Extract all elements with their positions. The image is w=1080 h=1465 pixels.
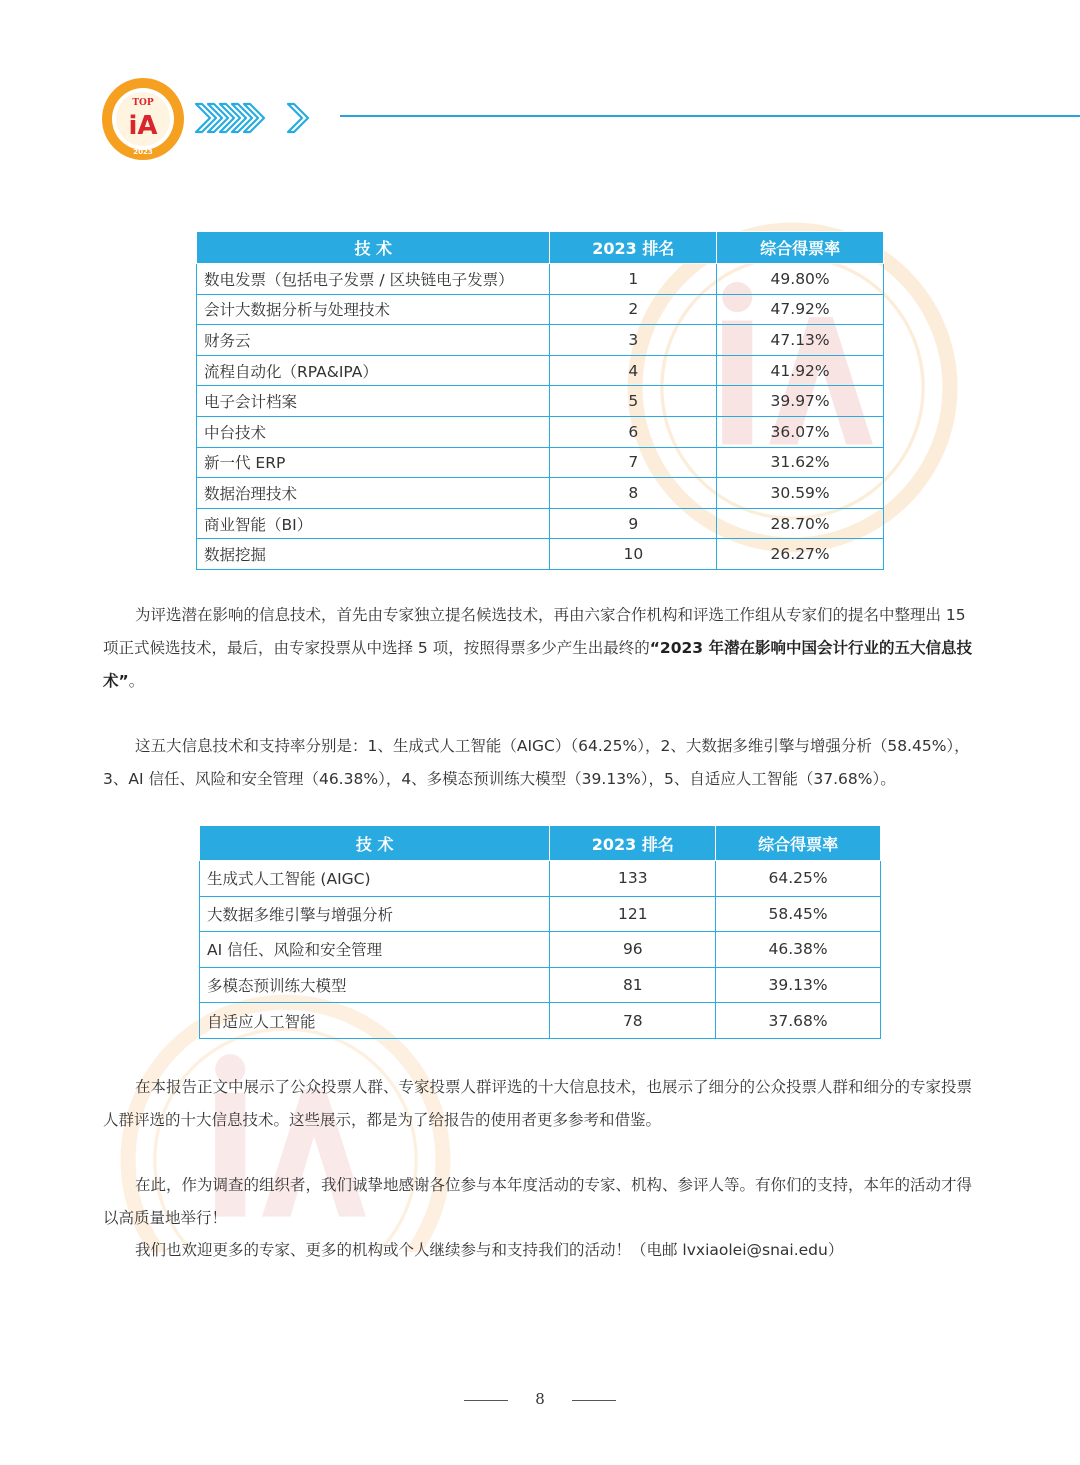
technology-cell: 会计大数据分析与处理技术 [197,294,550,325]
vote-rate-cell: 39.97% [717,386,884,417]
paragraph-end: 。 [128,672,145,690]
double-chevron-right-icon [192,98,312,138]
technology-cell: 数据治理技术 [197,478,550,509]
vote-rate-cell: 64.25% [716,861,881,897]
table-row [197,386,884,417]
vote-rate-cell: 58.45% [716,896,881,932]
svg-text:TOP: TOP [132,98,154,108]
paragraph-text: 为评选潜在影响的信息技术，首先由专家独立提名候选技术，再由六家合作机构和评选工作组从专家们的提名中整理出 15 项正式候选技术，最后，由专家投票从中选择 5 项，按照得票多少产生出最终的 [103,606,966,657]
table-row [197,508,884,539]
table-row [200,1003,881,1039]
rank-cell: 5 [550,386,717,417]
rank-cell: 121 [550,896,716,932]
rank-cell: 1 [550,264,717,295]
table-row [200,896,881,932]
technology-cell: 大数据多维引擎与增强分析 [200,896,550,932]
top-five-technologies-table [199,825,881,1039]
vote-rate-cell: 47.13% [717,325,884,356]
column-header-technology: 技 术 [197,232,550,264]
vote-rate-cell: 37.68% [716,1003,881,1039]
vote-rate-cell: 28.70% [717,508,884,539]
table-row [197,325,884,356]
vote-rate-cell: 49.80% [717,264,884,295]
top-five-summary-paragraph: 这五大信息技术和支持率分别是：1、生成式人工智能（AIGC）（64.25%），2、大数据多维引擎与增强分析（58.45%），3、AI 信任、风险和安全管理（46.38%），4、多模态预训练大模型（39.13%），5、自适应人工智能（37.68%）。 [103,737,970,788]
rank-cell: 78 [550,1003,716,1039]
table-row [197,447,884,478]
table-row [197,294,884,325]
table-header-row [197,232,884,264]
table-row [200,932,881,968]
rank-cell: 7 [550,447,717,478]
column-header-technology: 技 术 [200,826,550,861]
top-ia-logo-icon [100,76,186,162]
column-header-rank: 2023 排名 [550,232,717,264]
technology-cell: 商业智能（BI） [197,508,550,539]
vote-rate-cell: 26.27% [717,539,884,570]
vote-rate-cell: 39.13% [716,967,881,1003]
svg-text:2023: 2023 [133,148,153,156]
table-row [197,539,884,570]
rank-cell: 2 [550,294,717,325]
technology-cell: 自适应人工智能 [200,1003,550,1039]
rank-cell: 4 [550,355,717,386]
rank-cell: 10 [550,539,717,570]
column-header-rank: 2023 排名 [550,826,716,861]
rank-cell: 3 [550,325,717,356]
technology-cell: AI 信任、风险和安全管理 [200,932,550,968]
technology-cell: 流程自动化（RPA&IPA） [197,355,550,386]
selection-method-paragraph [103,599,979,698]
technology-cell: 中台技术 [197,416,550,447]
table-row [197,416,884,447]
svg-text:iA: iA [128,111,158,141]
header-divider [340,115,1080,117]
vote-rate-cell: 31.62% [717,447,884,478]
technology-cell: 数电发票（包括电子发票 / 区块链电子发票） [197,264,550,295]
invitation-paragraph: 我们也欢迎更多的专家、更多的机构或个人继续参与和支持我们的活动！（电邮 lvxiaolei@snai.edu） [135,1241,844,1259]
vote-rate-cell: 30.59% [717,478,884,509]
table-row [197,478,884,509]
footer-rule-right [572,1400,616,1401]
top-ten-technologies-table [196,231,884,570]
vote-rate-cell: 36.07% [717,416,884,447]
technology-cell: 财务云 [197,325,550,356]
rank-cell: 9 [550,508,717,539]
technology-cell: 电子会计档案 [197,386,550,417]
technology-cell: 数据挖掘 [197,539,550,570]
footer-rule-left [464,1400,508,1401]
rank-cell: 133 [550,861,716,897]
rank-cell: 8 [550,478,717,509]
column-header-vote-rate: 综合得票率 [717,232,884,264]
table-row [200,861,881,897]
vote-rate-cell: 41.92% [717,355,884,386]
page-number: 8 [535,1390,545,1408]
table-row [200,967,881,1003]
acknowledgement-paragraph: 在此，作为调查的组织者，我们诚挚地感谢各位参与本年度活动的专家、机构、参评人等。有你们的支持，本年的活动才得以高质量地举行！ [103,1176,973,1227]
report-content-paragraph: 在本报告正文中展示了公众投票人群、专家投票人群评选的十大信息技术，也展示了细分的公众投票人群和细分的专家投票人群评选的十大信息技术。这些展示，都是为了给报告的使用者更多参考和借鉴。 [103,1078,973,1129]
rank-cell: 81 [550,967,716,1003]
vote-rate-cell: 46.38% [716,932,881,968]
emphasized-title: “2023 年潜在影响中国会计行业的五大信息技术” [103,639,972,690]
table-row [197,264,884,295]
column-header-vote-rate: 综合得票率 [716,826,881,861]
technology-cell: 多模态预训练大模型 [200,967,550,1003]
rank-cell: 6 [550,416,717,447]
technology-cell: 新一代 ERP [197,447,550,478]
vote-rate-cell: 47.92% [717,294,884,325]
rank-cell: 96 [550,932,716,968]
table-header-row [200,826,881,861]
technology-cell: 生成式人工智能 (AIGC) [200,861,550,897]
table-row [197,355,884,386]
